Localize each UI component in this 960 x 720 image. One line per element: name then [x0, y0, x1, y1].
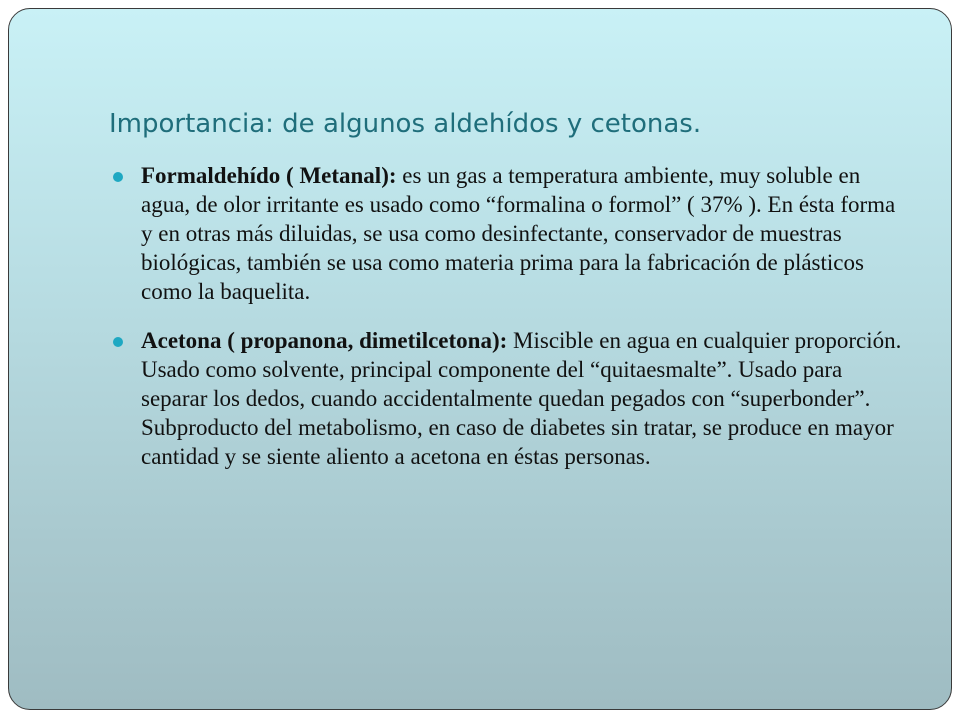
bullet-dot-icon: [113, 337, 123, 347]
bullet-dot-icon: [113, 172, 123, 182]
bullet-term: Formaldehído ( Metanal):: [141, 163, 397, 188]
bullet-list: [109, 161, 909, 491]
bullet-item-formaldehido: [109, 161, 909, 306]
bullet-text: Miscible en agua en cualquier proporción. Usado como solvente, principal componente del “quitaesmalte”. Usado para separar los dedos, cuando accidentalmente quedan pegados con “superbonder”. Subproducto del metabolismo, en caso de diabetes sin tratar, se produce en mayor cantidad y se siente aliento a acetona en éstas personas.: [141, 328, 902, 469]
bullet-item-acetona: [109, 326, 909, 471]
slide: [8, 8, 952, 710]
bullet-text: es un gas a temperatura ambiente, muy soluble en agua, de olor irritante es usado como “formalina o formol” ( 37% ). En ésta forma y en otras más diluidas, se usa como desinfectante, conservador de muestras biológicas, también se usa como materia prima para la fabricación de plásticos como la baquelita.: [141, 163, 896, 304]
slide-title: Importancia: de algunos aldehídos y cetonas.: [109, 109, 702, 139]
bullet-term: Acetona ( propanona, dimetilcetona):: [141, 328, 508, 353]
